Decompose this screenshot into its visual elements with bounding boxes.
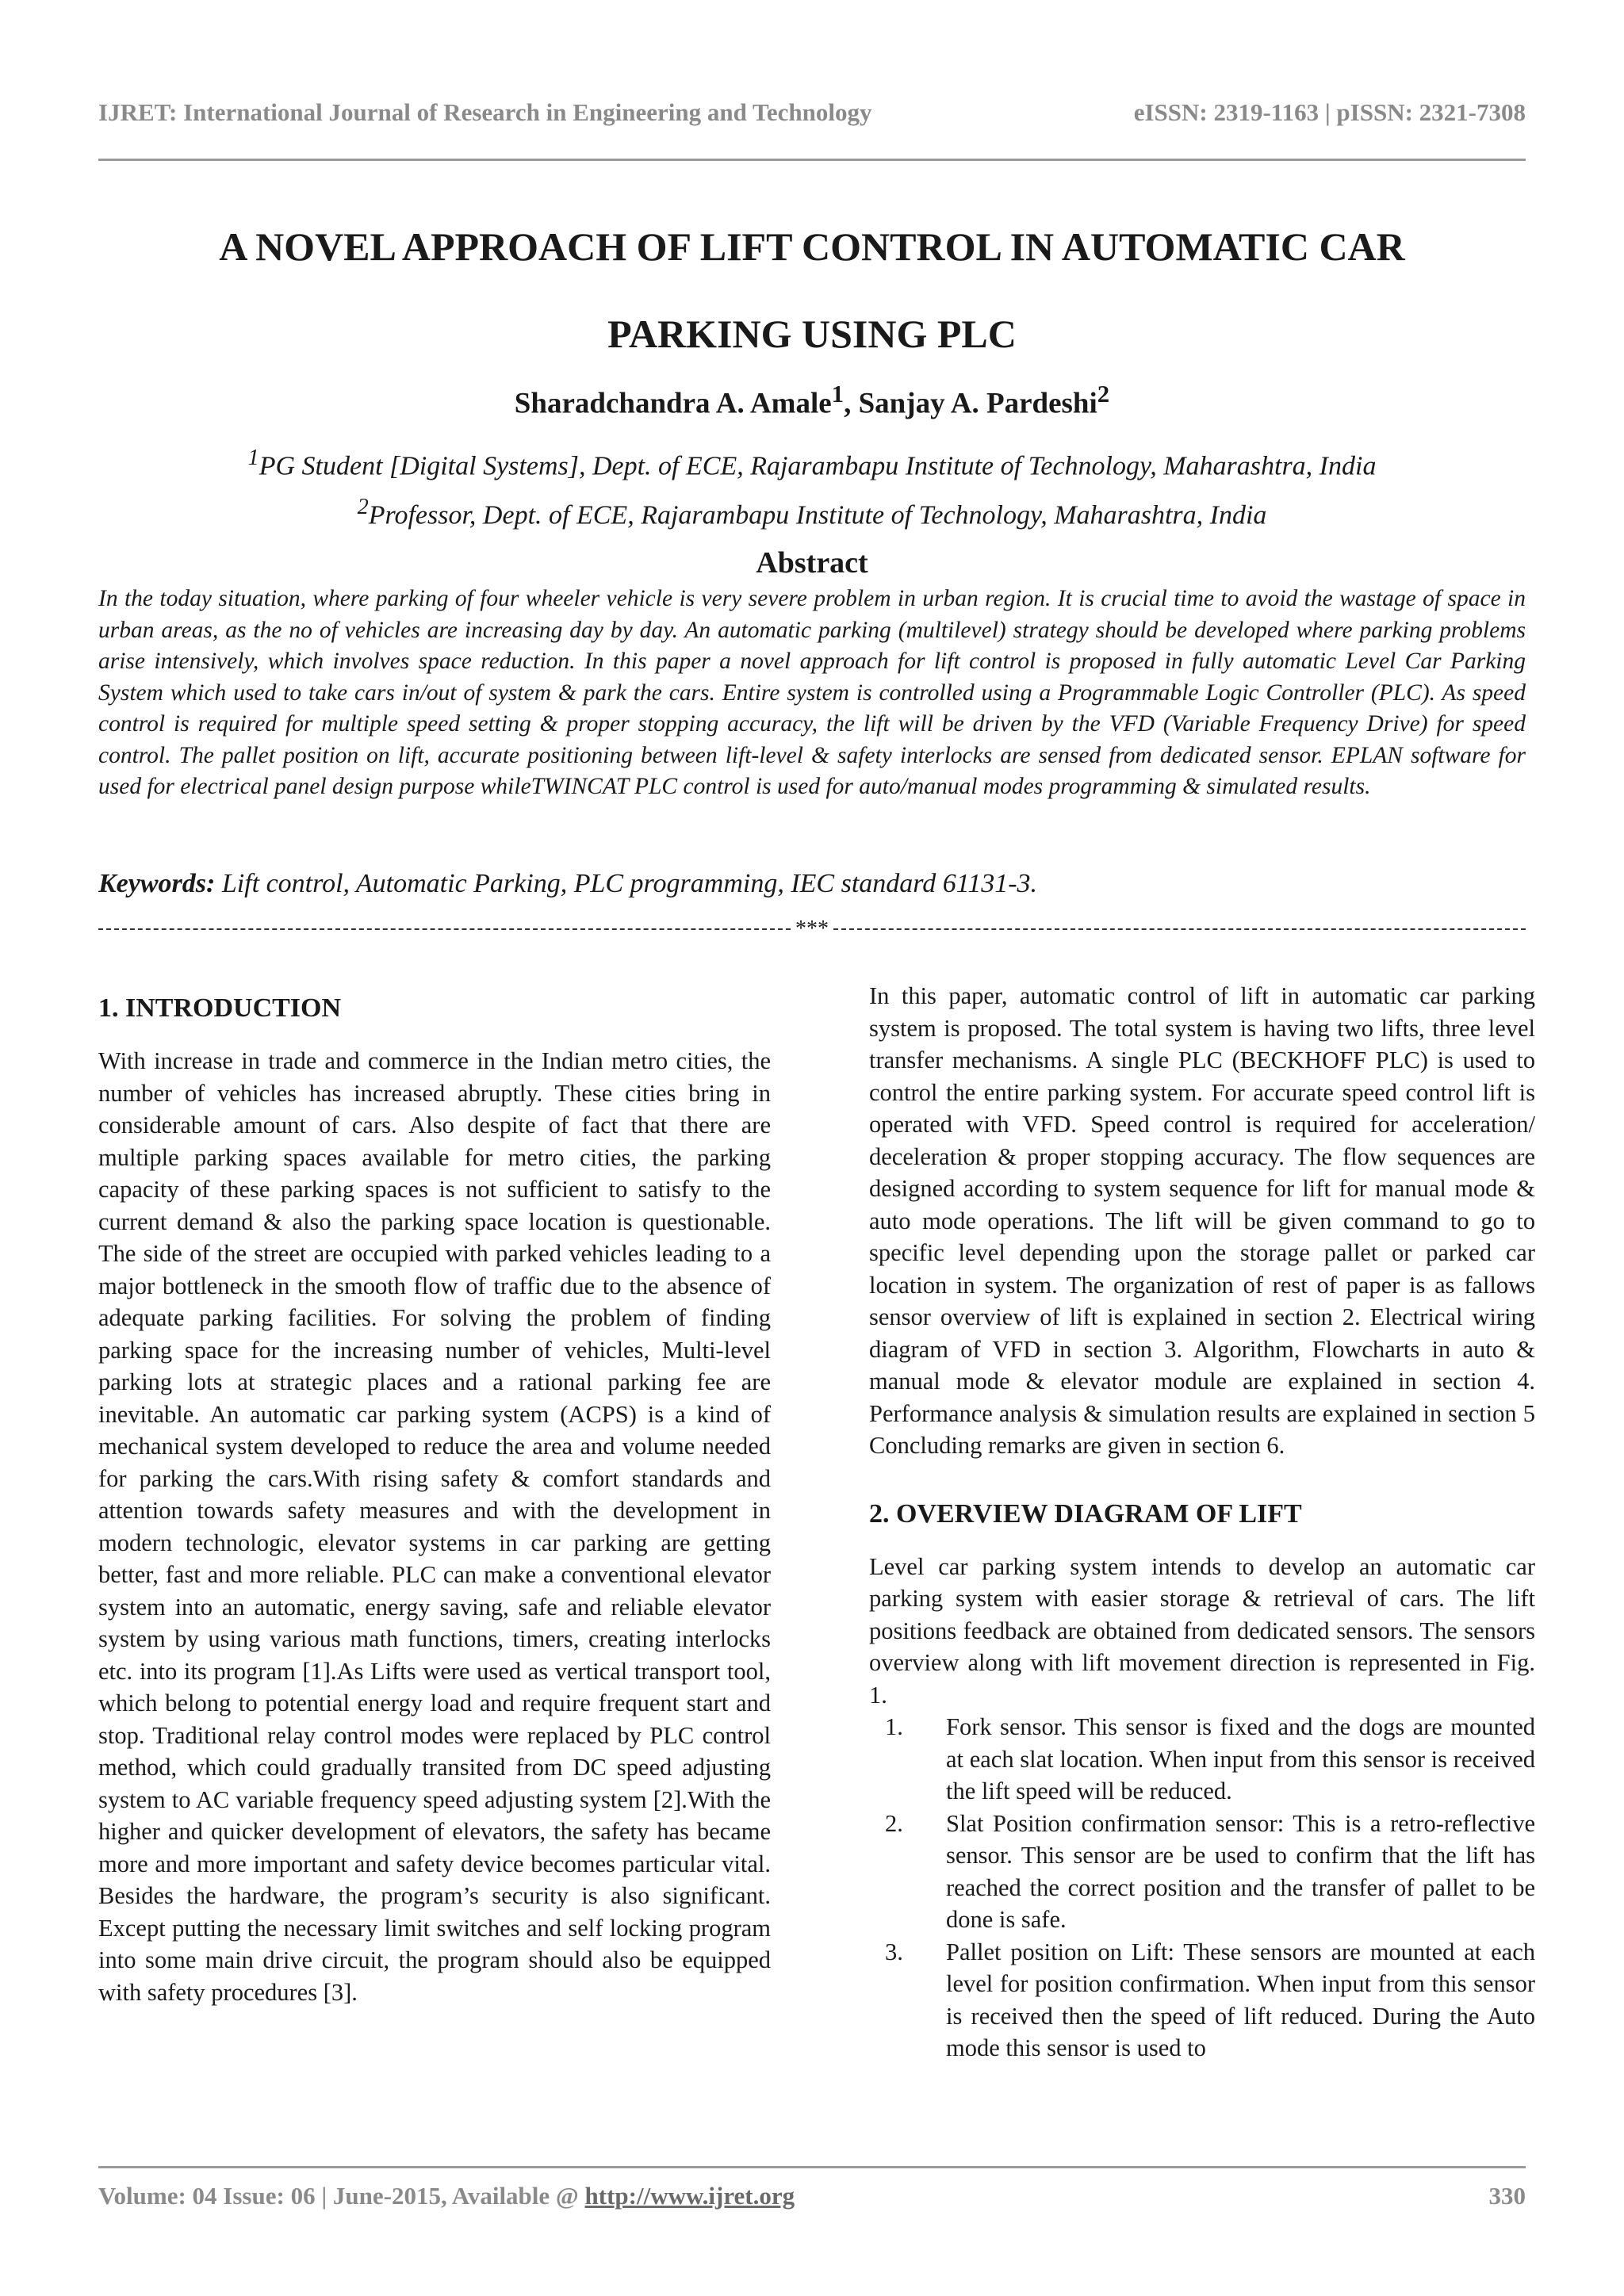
affiliations (0, 438, 1624, 537)
journal-name: IJRET: International Journal of Research in Engineering and Technology (98, 98, 872, 126)
footer-volume (98, 2182, 795, 2210)
sensor-list (869, 1711, 1535, 2064)
section-2-paragraph-1: Level car parking system intends to develop an automatic car parking system with easier storage & retrieval of cars. The lift positions feedback are obtained from dedicated sensors. The sensors overview along with lift movement direction is represented in Fig. 1. (869, 1552, 1535, 1709)
title-line-2: PARKING USING PLC (607, 312, 1017, 356)
list-item (869, 1711, 1535, 1808)
keywords-text: Lift control, Automatic Parking, PLC programming, IEC standard 61131-3. (215, 869, 1038, 898)
list-item-text: Pallet position on Lift: These sensors are mounted at each level for position confirmation. When input from this sensor is received then the speed of lift reduced. During the Auto mode this sensor is used to (946, 1938, 1535, 2061)
section-1-paragraph-1: With increase in trade and commerce in the Indian metro cities, the number of vehicles has increased abruptly. These cities bring in considerable amount of cars. Also despite of fact that there are multiple parking spaces available for metro cities, the parking capacity of these parking spaces is not sufficient to satisfy to the current demand & also the parking space location is questionable. The side of the street are occupied with parked vehicles leading to a major bottleneck in the smooth flow of traffic due to the absence of adequate parking facilities. For solving the problem of finding parking space for the increasing number of vehicles, Multi-level parking lots at strategic places and a rational parking fee are inevitable. An automatic car parking system (ACPS) is a kind of mechanical system developed to reduce the area and volume needed for parking the cars.With rising safety & comfort standards and attention towards safety measures and with the development in modern technologic, elevator systems in car parking are getting better, fast and more reliable. PLC can make a conventional elevator system into an automatic, energy saving, safe and reliable elevator system by using various math functions, timers, creating interlocks etc. into its program [1].As Lifts were used as vertical transport tool, which belong to potential energy load and require frequent start and stop. Traditional relay control modes were replaced by PLC control method, which could gradually transited from DC speed adjusting system to AC variable frequency speed adjusting system [2].With the higher and quicker development of elevators, the safety has became more and more important and safety device becomes particular vital. Besides the hardware, the program’s security is also significant. Except putting the necessary limit switches and self locking program into some main drive circuit, the program should also be equipped with safety procedures [3]. (98, 1047, 771, 2006)
footer-volume-text: Volume: 04 Issue: 06 | June-2015, Available @ (98, 2182, 585, 2210)
footer-rule (98, 2166, 1526, 2168)
title-line-1: A NOVEL APPROACH OF LIFT CONTROL IN AUTOMATIC CAR (219, 224, 1405, 269)
section-separator (98, 916, 1526, 942)
list-item (869, 1808, 1535, 1936)
list-item-number: 1. (885, 1713, 903, 1740)
list-item-text: Fork sensor. This sensor is fixed and the dogs are mounted at each slat location. When input from this sensor is received the lift speed will be reduced. (946, 1713, 1535, 1804)
right-column (869, 980, 1535, 2064)
keywords-label: Keywords: (98, 869, 216, 898)
author-2-sup: 2 (1097, 381, 1110, 408)
list-item (869, 1936, 1535, 2064)
author-1: Sharadchandra A. Amale (514, 387, 832, 420)
section-2-heading: 2. OVERVIEW DIAGRAM OF LIFT (869, 1498, 1302, 1529)
affiliation-2 (0, 487, 1624, 536)
list-item-text: Slat Position confirmation sensor: This is a retro-reflective sensor. This sensor are be used to confirm that the lift has reached the correct position and the transfer of pallet to be done is safe. (946, 1809, 1535, 1933)
separator-stars: *** (795, 916, 829, 941)
paper-title (111, 203, 1513, 377)
footer-link[interactable]: http://www.ijret.org (584, 2182, 795, 2210)
list-item-number: 3. (885, 1938, 903, 1965)
author-separator: , (844, 387, 859, 420)
running-header (98, 98, 1526, 127)
left-column (98, 993, 771, 2008)
running-footer (98, 2182, 1526, 2210)
affiliation-2-text: Professor, Dept. of ECE, Rajarambapu Institute of Technology, Maharashtra, India (368, 500, 1267, 530)
abstract-text: In the today situation, where parking of four wheeler vehicle is very severe problem in urban region. It is crucial time to avoid the wastage of space in urban areas, as the no of vehicles are increasing day by day. An automatic parking (multilevel) strategy should be developed where parking problems arise intensively, which involves space reduction. In this paper a novel approach for lift control is proposed in fully automatic Level Car Parking System which used to take cars in/out of system & park the cars. Entire system is controlled using a Programmable Logic Controller (PLC). As speed control is required for multiple speed setting & proper stopping accuracy, the lift will be driven by the VFD (Variable Frequency Drive) for speed control. The pallet position on lift, accurate positioning between lift-level & safety interlocks are sensed from dedicated sensor. EPLAN software for used for electrical panel design purpose whileTWINCAT PLC control is used for auto/manual modes programming & simulated results. (98, 586, 1526, 799)
affiliation-1-sup: 1 (247, 446, 259, 470)
list-item-number: 2. (885, 1809, 903, 1837)
issn: eISSN: 2319-1163 | pISSN: 2321-7308 (1133, 98, 1526, 126)
section-1-paragraph-2: In this paper, automatic control of lift in automatic car parking system is proposed. The total system is having two lifts, three level transfer mechanisms. A single PLC (BECKHOFF PLC) is used to control the entire parking system. For accurate speed control lift is operated with VFD. Speed control is required for acceleration/ deceleration & proper stopping accuracy. The flow sequences are designed according to system sequence for lift for manual mode & auto mode operations. The lift will be given command to go to specific level depending upon the storage pallet or parked car location in system. The organization of rest of paper is as fallows sensor overview of lift is explained in section 2. Electrical wiring diagram of VFD in section 3. Algorithm, Flowcharts in auto & manual mode & elevator module are explained in section 4. Performance analysis & simulation results are explained in section 5 Concluding remarks are given in section 6. (869, 982, 1535, 1459)
page-number: 330 (1488, 2182, 1526, 2210)
affiliation-1-text: PG Student [Digital Systems], Dept. of ECE, Rajarambapu Institute of Technology, Maharashtra, India (259, 451, 1377, 481)
section-1-heading: 1. INTRODUCTION (98, 993, 342, 1023)
separator-dash-right (833, 928, 1526, 930)
author-1-sup: 1 (831, 381, 845, 408)
authors (0, 381, 1624, 420)
affiliation-1 (0, 438, 1624, 487)
affiliation-2-sup: 2 (357, 495, 369, 520)
separator-dash-left (98, 928, 791, 930)
author-2: Sanjay A. Pardeshi (858, 387, 1097, 420)
keywords (98, 869, 1526, 899)
header-rule (98, 159, 1526, 161)
abstract-heading: Abstract (756, 546, 868, 580)
